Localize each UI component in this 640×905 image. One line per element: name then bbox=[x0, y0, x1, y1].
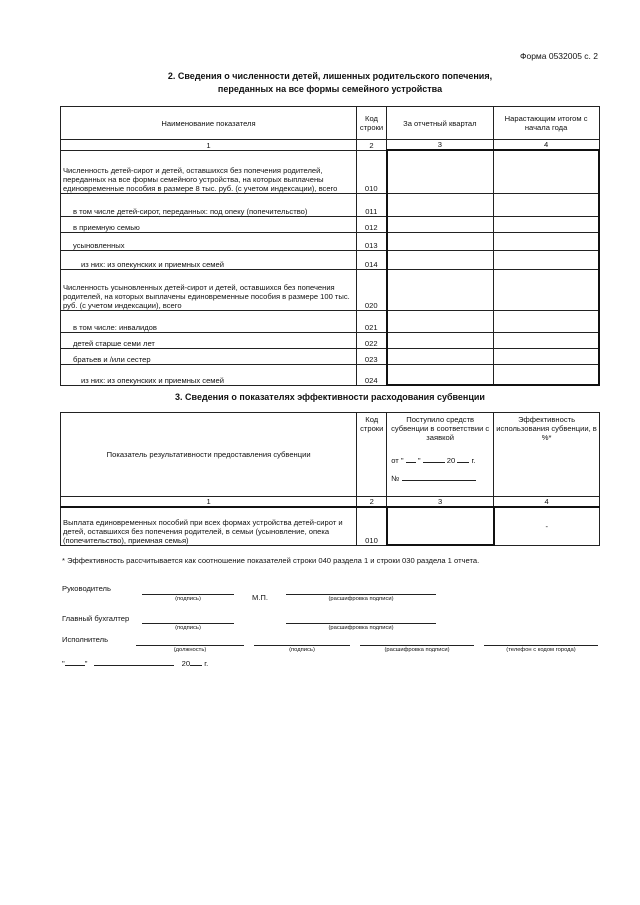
cumulative-cell[interactable] bbox=[493, 250, 599, 269]
quarter-cell[interactable] bbox=[387, 348, 494, 364]
cumulative-cell[interactable] bbox=[493, 332, 599, 348]
row-label: братьев и /или сестер bbox=[61, 348, 357, 364]
s3-header-name: Показатель результативности предоставления субвенции bbox=[61, 413, 357, 497]
head-label: Руководитель bbox=[62, 584, 111, 593]
table-row bbox=[61, 250, 600, 269]
sign-date-g: г. bbox=[204, 659, 209, 668]
quarter-cell[interactable] bbox=[387, 150, 494, 193]
head-signature-line[interactable] bbox=[142, 594, 234, 595]
executor-phone-line[interactable] bbox=[484, 645, 598, 646]
cumulative-cell[interactable] bbox=[493, 150, 599, 193]
row-code: 020 bbox=[357, 269, 387, 310]
number-blank[interactable] bbox=[402, 480, 476, 481]
received-label: Поступило средств субвенции в соответствии с заявкой bbox=[391, 415, 490, 442]
table-row bbox=[61, 348, 600, 364]
row-label: усыновленных bbox=[61, 232, 357, 250]
cumulative-cell[interactable] bbox=[493, 193, 599, 216]
row-label: в том числе детей-сирот, переданных: под опеку (попечительство) bbox=[61, 193, 357, 216]
quarter-cell[interactable] bbox=[387, 193, 494, 216]
quarter-cell[interactable] bbox=[387, 216, 494, 232]
executor-position-caption: (должность) bbox=[173, 647, 207, 653]
table-row bbox=[61, 332, 600, 348]
form-id: Форма 0532005 с. 2 bbox=[520, 51, 599, 61]
row-code: 013 bbox=[357, 232, 387, 250]
quarter-cell[interactable] bbox=[387, 310, 494, 332]
table-row bbox=[61, 310, 600, 332]
s3-header-efficiency: Эффективность использования субвенции, в %* bbox=[494, 413, 600, 497]
row-label: Численность усыновленных детей-сирот и детей, оставшихся без попечения родителей, на которых выплачены единовременные пособия в размере 100 тыс. руб. (с учетом индексации), всего bbox=[61, 269, 357, 310]
s2-colnum: 2 bbox=[357, 140, 387, 151]
s2-colnum: 3 bbox=[387, 140, 494, 151]
chief-signature-caption: (подпись) bbox=[175, 625, 201, 631]
row-code: 021 bbox=[357, 310, 387, 332]
date-line bbox=[389, 456, 491, 465]
sign-date-year: 20 bbox=[181, 659, 191, 668]
cumulative-cell[interactable] bbox=[493, 310, 599, 332]
cumulative-cell[interactable] bbox=[493, 216, 599, 232]
row-code: 010 bbox=[357, 507, 387, 545]
table-row bbox=[61, 193, 600, 216]
section2-title bbox=[100, 70, 560, 96]
row-label: детей старше семи лет bbox=[61, 332, 357, 348]
table-row bbox=[61, 269, 600, 310]
number-sign: № bbox=[391, 474, 400, 483]
chief-decoding-line[interactable] bbox=[286, 623, 436, 624]
s3-header-received bbox=[387, 413, 494, 497]
executor-phone-caption: (телефон с кодом города) bbox=[506, 647, 576, 653]
executor-position-line[interactable] bbox=[136, 645, 244, 646]
date-g: г. bbox=[471, 456, 476, 465]
number-line bbox=[389, 474, 491, 483]
section2-title-line2: переданных на все формы семейного устройства bbox=[217, 84, 443, 94]
s3-colnum: 2 bbox=[357, 497, 387, 508]
section2-title-line1: 2. Сведения о численности детей, лишенных родительского попечения, bbox=[167, 71, 493, 81]
row-label: Численность детей-сирот и детей, оставшихся без попечения родителей, переданных на все формы семейного устройства, на которых выплачены единовременные пособия в размере 8 тыс. руб. (с учетом индексации), всего bbox=[61, 150, 357, 193]
row-code: 022 bbox=[357, 332, 387, 348]
s2-colnum: 4 bbox=[493, 140, 599, 151]
date-quote-close: " bbox=[84, 659, 88, 668]
executor-signature-line[interactable] bbox=[254, 645, 350, 646]
date-from: от " bbox=[391, 456, 404, 465]
quarter-cell[interactable] bbox=[387, 269, 494, 310]
sign-year-blank[interactable] bbox=[190, 665, 202, 666]
table-row bbox=[61, 507, 600, 545]
sign-day-blank[interactable] bbox=[65, 665, 85, 666]
sign-month-blank[interactable] bbox=[94, 665, 174, 666]
table-row bbox=[61, 150, 600, 193]
footnote: * Эффективность рассчитывается как соотношение показателей строки 040 раздела 1 и строки 030 раздела 1 отчета. bbox=[62, 556, 480, 565]
year-blank[interactable] bbox=[457, 462, 469, 463]
table-row bbox=[61, 232, 600, 250]
head-decoding-caption: (расшифровка подписи) bbox=[328, 596, 394, 602]
cumulative-cell[interactable] bbox=[493, 269, 599, 310]
row-code: 012 bbox=[357, 216, 387, 232]
cumulative-cell[interactable] bbox=[493, 364, 599, 385]
month-blank[interactable] bbox=[423, 462, 445, 463]
row-label: из них: из опекунских и приемных семей bbox=[61, 364, 357, 385]
executor-signature-caption: (подпись) bbox=[289, 647, 315, 653]
s3-colnum: 4 bbox=[494, 497, 600, 508]
efficiency-cell: - bbox=[494, 507, 600, 545]
row-code: 014 bbox=[357, 250, 387, 269]
table-row bbox=[61, 364, 600, 385]
cumulative-cell[interactable] bbox=[493, 232, 599, 250]
cumulative-cell[interactable] bbox=[493, 348, 599, 364]
section3-title: 3. Сведения о показателях эффективности расходования субвенции bbox=[175, 392, 485, 402]
executor-label: Исполнитель bbox=[62, 635, 109, 644]
date-quote: " bbox=[417, 456, 421, 465]
quarter-cell[interactable] bbox=[387, 250, 494, 269]
chief-signature-line[interactable] bbox=[142, 623, 234, 624]
table-row bbox=[61, 216, 600, 232]
day-blank[interactable] bbox=[406, 462, 416, 463]
section3-table bbox=[60, 412, 600, 546]
row-code: 023 bbox=[357, 348, 387, 364]
s3-header-code: Код строки bbox=[357, 413, 387, 497]
s2-colnum: 1 bbox=[61, 140, 357, 151]
s3-colnum: 3 bbox=[387, 497, 494, 508]
row-label: из них: из опекунских и приемных семей bbox=[61, 250, 357, 269]
executor-decoding-caption: (расшифровка подписи) bbox=[384, 647, 450, 653]
s2-header-name: Наименование показателя bbox=[61, 107, 357, 140]
chief-decoding-caption: (расшифровка подписи) bbox=[328, 625, 394, 631]
s2-header-code: Код строки bbox=[357, 107, 387, 140]
mp-label: М.П. bbox=[252, 593, 269, 602]
date-quote-open: " bbox=[62, 659, 65, 668]
row-label: в том числе: инвалидов bbox=[61, 310, 357, 332]
head-decoding-line[interactable] bbox=[286, 594, 436, 595]
quarter-cell[interactable] bbox=[387, 364, 494, 385]
s2-header-cumulative: Нарастающим итогом с начала года bbox=[493, 107, 599, 140]
received-cell[interactable] bbox=[387, 507, 494, 545]
head-signature-caption: (подпись) bbox=[175, 596, 201, 602]
date-year: 20 bbox=[446, 456, 456, 465]
row-code: 010 bbox=[357, 150, 387, 193]
date-row bbox=[62, 659, 208, 668]
s2-header-quarter: За отчетный квартал bbox=[387, 107, 494, 140]
chief-accountant-label: Главный бухгалтер bbox=[62, 614, 130, 623]
row-label: Выплата единовременных пособий при всех формах устройства детей-сирот и детей, оставшихся без попечения родителей, в семьи (усыновление, опека (попечительство), приемная семья) bbox=[61, 507, 357, 545]
quarter-cell[interactable] bbox=[387, 332, 494, 348]
s3-colnum: 1 bbox=[61, 497, 357, 508]
executor-decoding-line[interactable] bbox=[360, 645, 474, 646]
row-code: 024 bbox=[357, 364, 387, 385]
section2-table bbox=[60, 106, 600, 386]
quarter-cell[interactable] bbox=[387, 232, 494, 250]
row-code: 011 bbox=[357, 193, 387, 216]
row-label: в приемную семью bbox=[61, 216, 357, 232]
